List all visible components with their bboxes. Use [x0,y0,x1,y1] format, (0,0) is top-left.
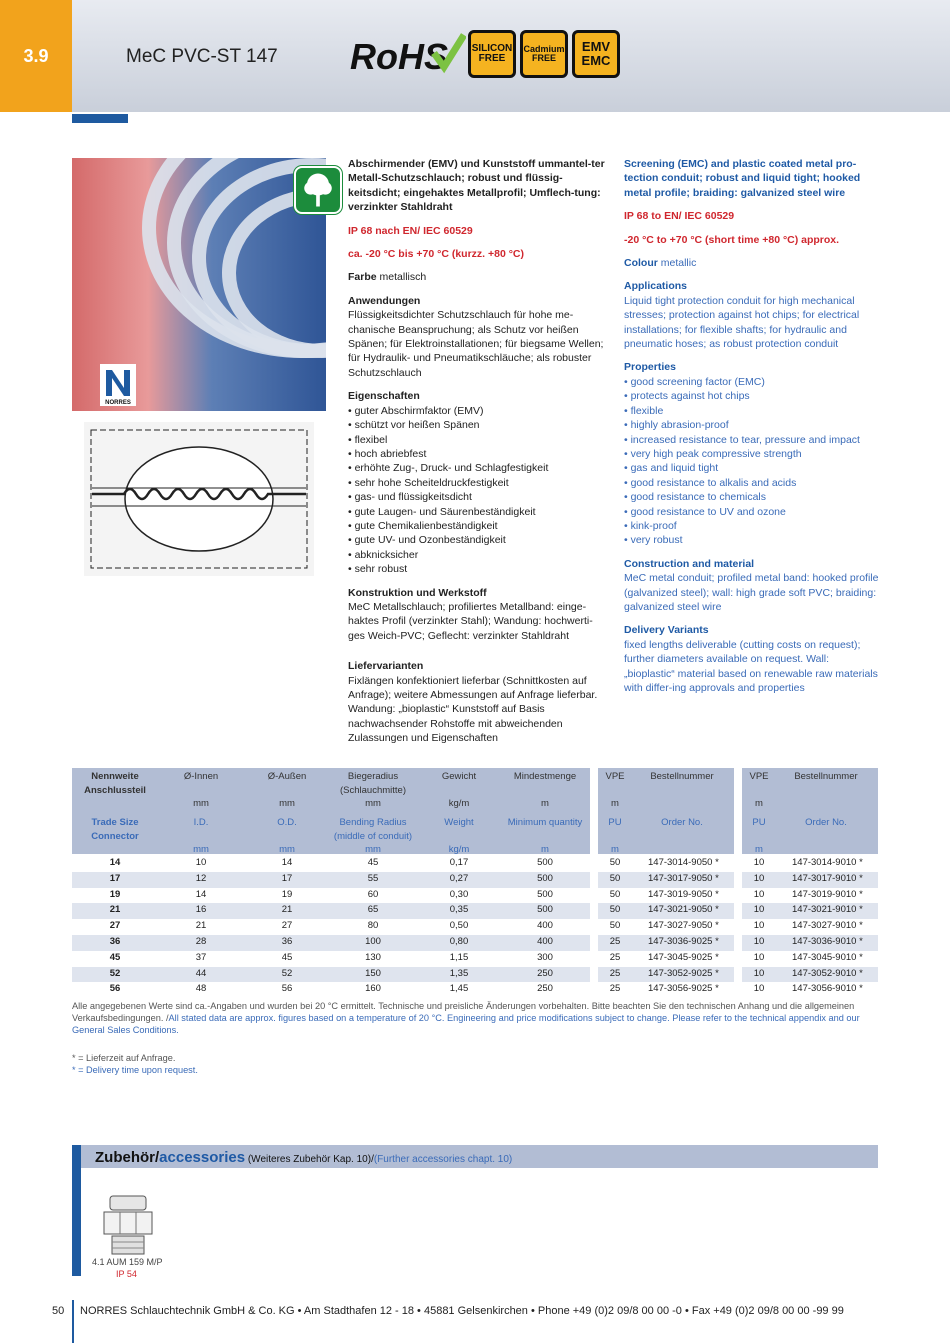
table-header-cell: Nennweite Anschlussteil [84,771,146,796]
rohs-logo [348,31,466,77]
table-header-cell: mm [365,844,381,855]
table-cell: 37 [195,951,207,963]
de-properties-list [348,404,608,577]
footnote: Alle angegebenen Werte sind ca.-Angaben und wurden bei 20 °C ermittelt. Technische und preisliche Änderungen vorbehalten. Bitte beachten Sie den technischen Anhang und die allgemeinen Verkaufsbedingungen. /All stated data are approx. figures based on a temperature of 20 °C. Engineering and price modifications subject to change. Please refer to the technical appendix and our General Sales Conditions. [72,1001,860,1035]
table-cell: 147-3045-9010 * [792,951,863,963]
svg-text:NORRES: NORRES [105,400,131,406]
table-cell: 147-3052-9010 * [792,967,863,979]
table-cell: 27 [109,920,121,932]
table-cell: 45 [367,857,379,868]
table-cell: 147-3036-9025 * [648,936,719,947]
table-cell: 0,27 [449,872,469,884]
table-cell: 250 [537,983,553,995]
table-header-cell: Minimum quantity [507,817,583,828]
table-cell: 25 [609,967,621,979]
table-cell: 21 [195,920,207,932]
table-cell: 10 [753,967,765,979]
property-item: • flexible [624,404,880,418]
property-item: • guter Abschirmfaktor (EMV) [348,404,608,418]
table-cell: 147-3014-9010 * [792,857,863,868]
fitting-caption: 4.1 AUM 159 M/P IP 54 [92,1257,163,1279]
table-cell: 147-3045-9025 * [648,951,719,963]
table-cell: 36 [109,936,121,947]
table-cell: 0,17 [449,857,469,868]
table-cell: 56 [109,983,121,995]
table-header-cell: Ø-Außen [267,771,307,782]
table-cell: 50 [609,920,621,932]
table-header-cell: Bestellnummer [650,771,714,782]
property-item: • abknicksicher [348,548,608,562]
table-cell: 52 [281,967,293,979]
property-item: • gute Chemikalienbeständigkeit [348,519,608,533]
table-cell: 0,30 [449,888,469,900]
property-item: • good screening factor (EMC) [624,375,880,389]
norres-logo [100,364,136,406]
table-cell: 147-3056-9025 * [648,983,719,995]
table-cell: 10 [753,872,765,884]
table-header-cell: Order No. [661,817,703,828]
table-cell: 36 [281,936,293,947]
table-row [72,872,878,888]
table-cell: 500 [537,857,553,868]
german-description [348,157,608,746]
table-cell: 44 [195,967,207,979]
en-construction: MeC metal conduit; profiled metal band: hooked profile (galvanized steel); wall: high grade soft PVC; braiding: galvanized steel wire [624,572,879,613]
en-properties-list [624,375,880,548]
chapter-number: 3.9 [0,0,72,112]
table-header-cell: PU [752,817,766,828]
table-cell: 19 [281,888,293,900]
table-row [72,888,878,904]
table-cell: 147-3017-9050 * [648,872,719,884]
table-cell: 147-3036-9010 * [792,936,863,947]
table-header-cell: mm [193,844,209,855]
table-cell: 100 [365,936,381,947]
table-header-cell: mm [193,798,209,809]
table-cell: 17 [281,872,293,884]
table-row [72,967,878,983]
table-cell: 160 [365,983,381,995]
table-cell: 500 [537,872,553,884]
table-cell: 147-3056-9010 * [792,983,863,995]
footer-accent [72,1300,74,1343]
table-row [72,856,878,872]
tree-eco-icon [294,166,342,214]
table-cell: 147-3019-9050 * [648,888,719,900]
table-cell: 52 [109,967,121,979]
table-cell: 55 [367,872,379,884]
de-applications-heading: Anwendungen [348,294,421,307]
de-lead: Abschirmender (EMV) und Kunststoff ummantel-ter Metall-Schutzschlauch; robust und flüssig-keitsdicht; eingehaktes Metallprofil; Umflech-tung: verzinkter Stahldraht [348,158,605,214]
table-cell: 25 [609,936,621,947]
de-ip-rating: IP 68 nach EN/ IEC 60529 [348,224,473,237]
table-cell: 50 [609,904,621,916]
table-cell: 28 [195,936,207,947]
table-cell: 147-3021-9010 * [792,904,863,916]
table-header-cell: m [541,798,549,809]
table-cell: 27 [281,920,293,932]
en-construction-heading: Construction and material [624,557,755,570]
en-colour: Colour metallic [624,257,697,270]
table-cell: 80 [367,920,379,932]
property-item: • good resistance to alkalis and acids [624,476,880,490]
table-cell: 147-3014-9050 * [648,857,719,868]
table-row [72,919,878,935]
table-row [72,935,878,951]
table-header-cell: VPE [605,771,625,782]
table-header-cell: VPE [749,771,769,782]
table-cell: 147-3027-9010 * [792,920,863,932]
table-header-cell: Bending Radius (middle of conduit) [333,817,413,842]
table-cell: 10 [753,983,765,995]
property-item: • very high peak compressive strength [624,447,880,461]
table-header-cell: Gewicht [441,771,477,782]
emv-emc-badge: EMV EMC [572,30,620,78]
property-item: • sehr robust [348,562,608,576]
table-cell: 500 [537,888,553,900]
property-item: • erhöhte Zug-, Druck- und Schlagfestigkeit [348,461,608,475]
table-header-cell: kg/m [448,844,470,855]
table-cell: 1,35 [449,967,469,979]
table-header-cell: Order No. [805,817,847,828]
table-cell: 150 [365,967,381,979]
table-cell: 16 [195,904,207,916]
property-item: • very robust [624,533,880,547]
table-cell: 10 [753,888,765,900]
table-cell: 21 [109,904,121,916]
table-cell: 60 [367,888,379,900]
table-cell: 130 [365,951,381,963]
de-applications: Flüssigkeitsdichter Schutzschlauch für hohe me-chanische Beanspruchung; als Schutz vor heißen Spänen; für Elektroinstallationen; für biegsame Wellen; für Hydraulik- und Pneumatikschläuche; als robuster Schutzschlauch [348,309,604,379]
de-delivery: Fixlängen konfektioniert lieferbar (Schnittkosten auf Anfrage); weitere Abmessungen auf Anfrage lieferbar. Wandung: „bioplastic“ Kunststoff auf Basis nachwachsender Rohstoffe mit abweichenden Zulassungen und Eigenschaften [348,674,598,745]
rohs-logo-text: RoHS [350,36,448,77]
property-item: • protects against hot chips [624,389,880,403]
table-header-cell: m [541,844,549,855]
table-cell: 12 [195,872,207,884]
de-colour: Farbe metallisch [348,271,427,284]
product-title: MeC PVC-ST 147 [126,46,278,67]
table-cell: 147-3052-9025 * [648,967,719,979]
table-cell: 250 [537,967,553,979]
table-cell: 50 [609,857,621,868]
table-cell: 10 [753,857,765,868]
table-cell: 10 [753,920,765,932]
page-number: 50 [52,1305,65,1317]
en-delivery-heading: Delivery Variants [624,624,709,637]
table-cell: 45 [109,951,121,963]
table-cell: 147-3021-9050 * [648,904,719,916]
property-item: • increased resistance to tear, pressure and impact [624,433,880,447]
fitting-image [100,1194,156,1258]
company-address: NORRES Schlauchtechnik GmbH & Co. KG • Am Stadthafen 12 - 18 • 45881 Gelsenkirchen • Phone +49 (0)2 09/8 00 00 -0 • Fax +49 (0)2 09/8 00 00 -99 99 [80,1305,844,1317]
table-cell: 10 [753,936,765,947]
table-header-cell: O.D. [277,817,297,828]
table-cell: 300 [537,951,553,963]
table-cell: 14 [109,857,121,868]
table-cell: 50 [609,872,621,884]
silicon-free-badge: SILICON FREE [468,30,516,78]
en-lead: Screening (EMC) and plastic coated metal pro-tection conduit; robust and liquid tight; hooked metal profile; braiding: galvanized steel wire [624,158,861,199]
de-construction-heading: Konstruktion und Werkstoff [348,586,487,599]
accessories-accent [72,1145,81,1276]
table-header-cell: Trade Size Connector [91,817,139,842]
table-cell: 0,35 [449,904,469,916]
property-item: • gute Laugen- und Säurenbeständigkeit [348,505,608,519]
table-cell: 10 [195,857,207,868]
table-header-cell: kg/m [448,798,470,809]
table-cell: 25 [609,983,621,995]
cadmium-free-badge: Cadmium FREE [520,30,568,78]
product-photo [72,158,326,411]
table-cell: 56 [281,983,293,995]
cross-section-drawing [84,422,314,576]
table-header-cell: PU [608,817,622,828]
table-cell: 1,15 [449,951,469,963]
table-header-cell: m [611,844,619,855]
table-header-cell: mm [279,844,295,855]
table-cell: 0,80 [449,936,469,947]
en-ip-rating: IP 68 to EN/ IEC 60529 [624,210,735,223]
table-cell: 17 [109,872,121,884]
en-temperature: -20 °C to +70 °C (short time +80 °C) approx. [624,233,840,246]
table-header-cell: mm [279,798,295,809]
english-description [624,157,880,695]
accessories-title: Zubehör/accessories (Weiteres Zubehör Kap. 10)/(Further accessories chapt. 10) [95,1149,513,1166]
accent-bar [72,114,128,123]
de-construction: MeC Metallschlauch; profiliertes Metallband: einge-haktes Profil (verzinkter Stahl); Wandung: hochwerti-ges Weich-PVC; Geflecht: verzinkter Stahldraht [348,600,593,642]
property-item: • kink-proof [624,519,880,533]
table-cell: 21 [281,904,293,916]
table-cell: 1,45 [449,983,469,995]
table-header-cell: m [611,798,619,809]
table-cell: 10 [753,904,765,916]
table-cell: 0,50 [449,920,469,932]
property-item: • hoch abriebfest [348,447,608,461]
property-item: • gas- und flüssigkeitsdicht [348,490,608,504]
table-row [72,903,878,919]
table-header-cell: Mindestmenge [513,771,577,782]
en-delivery: fixed lengths deliverable (cutting costs on request); further diameters available on request. Wall: „bioplastic“ material based on renewable raw materials with differ-ing approvals and properties [624,638,878,694]
table-header-cell: Bestellnummer [794,771,858,782]
table-cell: 147-3027-9050 * [648,920,719,932]
table-cell: 147-3017-9010 * [792,872,863,884]
table-cell: 14 [281,857,293,868]
table-cell: 19 [109,888,121,900]
en-applications-heading: Applications [624,280,688,293]
property-item: • flexibel [348,433,608,447]
table-cell: 14 [195,888,207,900]
table-cell: 10 [753,951,765,963]
table-header-cell: Weight [444,817,474,828]
table-header-cell: Biegeradius (Schlauchmitte) [340,771,406,796]
table-cell: 147-3019-9010 * [792,888,863,900]
de-properties-heading: Eigenschaften [348,390,420,403]
table-row [72,982,878,998]
table-cell: 25 [609,951,621,963]
delivery-note: * = Lieferzeit auf Anfrage. * = Delivery time upon request. [72,1053,198,1075]
property-item: • gute UV- und Ozonbeständigkeit [348,533,608,547]
property-item: • sehr hohe Scheiteldruckfestigkeit [348,476,608,490]
property-item: • highly abrasion-proof [624,418,880,432]
table-cell: 48 [195,983,207,995]
table-header-cell: Ø-Innen [183,771,219,782]
table-cell: 500 [537,904,553,916]
table-cell: 50 [609,888,621,900]
property-item: • good resistance to chemicals [624,490,880,504]
en-applications: Liquid tight protection conduit for high mechanical stresses; protection against hot chips; for electrical installations; for flexible shafts; for hydraulic and pneumatic hoses; as robust protection conduit [624,294,860,351]
property-item: • schützt vor heißen Spänen [348,418,608,432]
table-cell: 400 [537,920,553,932]
table-cell: 45 [281,951,293,963]
table-header-cell: I.D. [193,817,209,828]
table-cell: 400 [537,936,553,947]
table-cell: 65 [367,904,379,916]
table-row [72,951,878,967]
table-header-cell: m [755,798,763,809]
property-item: • good resistance to UV and ozone [624,505,880,519]
de-delivery-heading: Liefervarianten [348,660,424,673]
en-properties-heading: Properties [624,361,676,374]
property-item: • gas and liquid tight [624,461,880,475]
table-header-cell: mm [365,798,381,809]
table-header-cell: m [755,844,763,855]
de-temperature: ca. -20 °C bis +70 °C (kurzz. +80 °C) [348,248,524,261]
